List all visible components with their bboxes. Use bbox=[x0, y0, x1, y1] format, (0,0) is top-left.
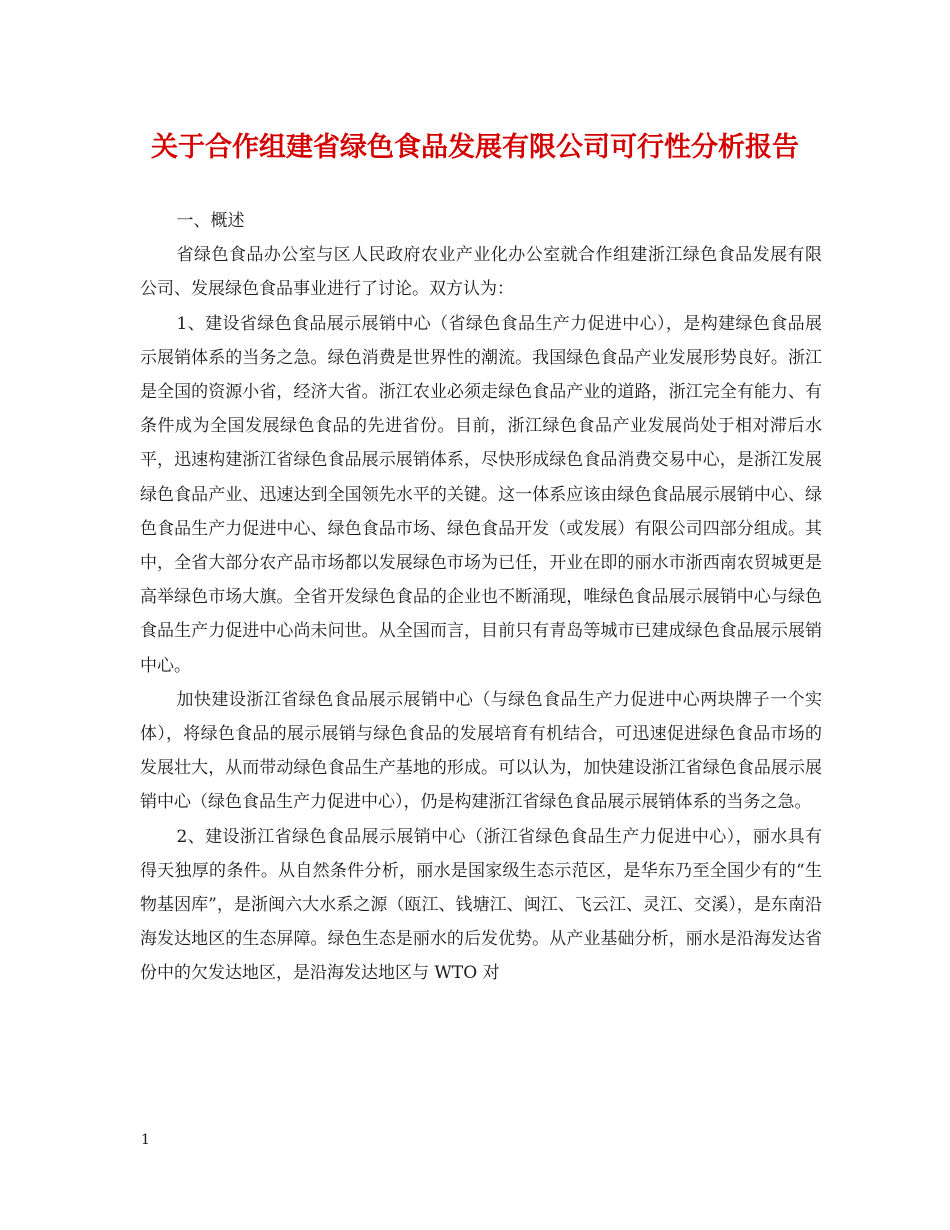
body-paragraph: 加快建设浙江省绿色食品展示展销中心（与绿色食品生产力促进中心两块牌子一个实体），将绿色食品的展示展销与绿色食品的发展培育有机结合，可迅速促进绿色食品市场的发展壮大，从而带动绿色食品生产基地的形成。可以认为，加快建设浙江省绿色食品展示展销中心（绿色食品生产力促进中心），仍是构建浙江省绿色食品展示展销体系的当务之急。 bbox=[140, 689, 822, 813]
page-number: 1 bbox=[141, 1132, 150, 1148]
body-paragraph: 2、建设浙江省绿色食品展示展销中心（浙江省绿色食品生产力促进中心），丽水具有得天独厚的条件。从自然条件分析，丽水是国家级生态示范区，是华东乃至全国少有的“生物基因库”，是浙闽六大水系之源（瓯江、钱塘江、闽江、飞云江、灵江、交溪），是东南沿海发达地区的生态屏障。绿色生态是丽水的后发优势。从产业基础分析，丽水是沿海发达省份中的欠发达地区，是沿海发达地区与 WTO 对 bbox=[140, 826, 822, 984]
body-paragraph: 省绿色食品办公室与区人民政府农业产业化办公室就合作组建浙江绿色食品发展有限公司、发展绿色食品事业进行了讨论。双方认为： bbox=[140, 245, 822, 300]
section-heading: 一、概述 bbox=[176, 211, 245, 231]
body-paragraph: 1、建设省绿色食品展示展销中心（省绿色食品生产力促进中心），是构建绿色食品展示展销体系的当务之急。绿色消费是世界性的潮流。我国绿色食品产业发展形势良好。浙江是全国的资源小省，经济大省。浙江农业必须走绿色食品产业的道路，浙江完全有能力、有条件成为全国发展绿色食品的先进省份。目前，浙江绿色食品产业发展尚处于相对滞后水平，迅速构建浙江省绿色食品展示展销体系，尽快形成绿色食品消费交易中心，是浙江发展绿色食品产业、迅速达到全国领先水平的关键。这一体系应该由绿色食品展示展销中心、绿色食品生产力促进中心、绿色食品市场、绿色食品开发（或发展）有限公司四部分组成。其中，全省大部分农产品市场都以发展绿色市场为已任，开业在即的丽水市浙西南农贸城更是高举绿色市场大旗。全省开发绿色食品的企业也不断涌现，唯绿色食品展示展销中心与绿色食品生产力促进中心尚未问世。从全国而言，目前只有青岛等城市已建成绿色食品展示展销中心。 bbox=[140, 313, 822, 676]
document-title: 关于合作组建省绿色食品发展有限公司可行性分析报告 bbox=[151, 132, 799, 163]
document-body bbox=[140, 204, 822, 991]
